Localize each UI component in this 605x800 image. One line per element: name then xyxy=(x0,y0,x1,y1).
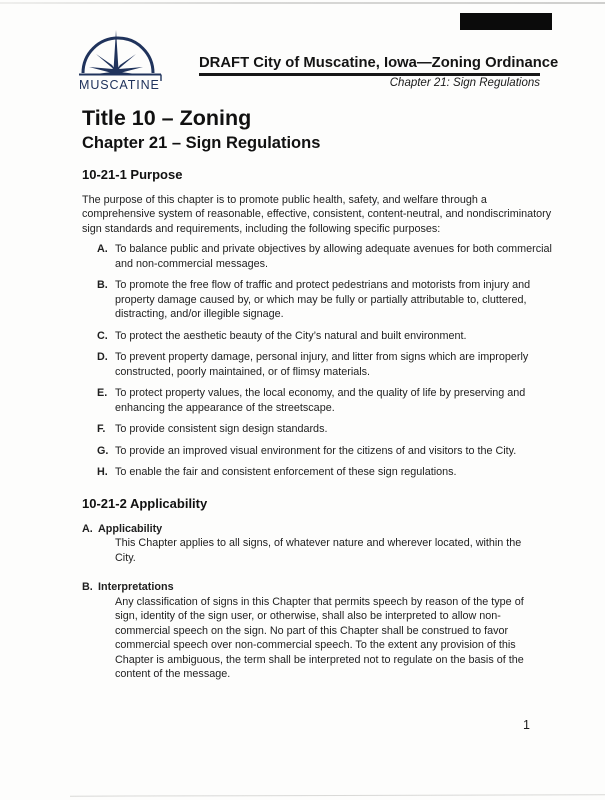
list-item-label: C. xyxy=(97,329,108,342)
list-item-text: Any classification of signs in this Chapter that permits speech by reason of the type of sign, identity of the sign user, or otherwise, shall also be interpreted to allow non-commercial speech on the sign. No part of this Chapter shall be construed to favor commercial speech over non-commercial speech. To the extent any provision of this Chapter is ambiguous, the term shall be interpreted not to regulate on the basis of the content of the message. xyxy=(115,595,524,681)
list-item xyxy=(82,242,552,271)
list-item-title: Applicability xyxy=(98,522,163,535)
header-title: DRAFT City of Muscatine, Iowa—Zoning Ordinance xyxy=(199,55,540,76)
list-item-label: F. xyxy=(97,423,106,436)
scan-artifact-top-edge xyxy=(0,2,605,4)
list-item-text: To provide an improved visual environment for the citizens of and visitors to the City. xyxy=(115,444,517,457)
list-item-title: Interpretations xyxy=(98,581,174,594)
page-header xyxy=(199,55,559,89)
list-item xyxy=(82,329,552,344)
list-item xyxy=(82,350,552,379)
purpose-list xyxy=(82,242,552,480)
page-number: 1 xyxy=(523,718,530,732)
list-item-text: This Chapter applies to all signs, of whatever nature and wherever located, within the City. xyxy=(115,537,522,564)
document-title: Title 10 – Zoning xyxy=(82,106,252,130)
list-item-text: To promote the free flow of traffic and protect pedestrians and motorists from injury and property damage caused by, or which may be fully or partially attributable to, cluttered, distracting, and/or illegible signage. xyxy=(115,279,531,321)
chapter-heading: Chapter 21 – Sign Regulations xyxy=(82,133,321,152)
list-item xyxy=(82,386,552,415)
list-item-label: A. xyxy=(97,243,108,256)
list-item-text: To provide consistent sign design standards. xyxy=(115,423,328,436)
compass-star-icon xyxy=(89,30,143,75)
city-logo xyxy=(78,29,168,93)
list-item xyxy=(82,580,552,682)
scan-artifact-bottom-edge xyxy=(70,794,605,796)
list-item-label: B. xyxy=(97,279,108,292)
list-item-label: A. xyxy=(82,522,93,535)
purpose-intro-paragraph: The purpose of this chapter is to promote public health, safety, and welfare through a comprehensive system of reasonable, effective, consistent, content-neutral, and nondiscriminatory sign standards and requirements, including the following specific purposes: xyxy=(82,193,552,235)
applicability-list xyxy=(82,522,552,682)
document-body xyxy=(82,107,552,682)
list-item xyxy=(82,465,552,480)
list-item-text: To protect the aesthetic beauty of the City’s natural and built environment. xyxy=(115,329,467,342)
list-item-text: To protect property values, the local economy, and the quality of life by preserving and enhancing the appearance of the streetscape. xyxy=(115,387,526,414)
header-subtitle: Chapter 21: Sign Regulations xyxy=(389,77,540,89)
list-item-label: D. xyxy=(97,351,108,364)
logo-wordmark: MUSCATINE xyxy=(79,78,160,92)
list-item xyxy=(82,444,552,459)
redaction-box xyxy=(460,13,552,30)
list-item-label: E. xyxy=(97,387,108,400)
list-item-text: To prevent property damage, personal injury, and litter from signs which are improperly constructed, poorly maintained, or of flimsy materials. xyxy=(115,351,529,378)
list-item xyxy=(82,422,552,437)
compass-dome-icon xyxy=(78,29,168,93)
list-item xyxy=(82,278,552,322)
list-item-text: To balance public and private objectives by allowing adequate avenues for both commercial and non-commercial messages. xyxy=(115,243,552,270)
list-item-text: To enable the fair and consistent enforcement of these sign regulations. xyxy=(115,466,457,479)
list-item-label: H. xyxy=(97,466,108,479)
list-item-label: B. xyxy=(82,581,93,594)
section-heading-applicability: 10-21-2 Applicability xyxy=(82,495,208,511)
list-item-label: G. xyxy=(97,444,109,457)
list-item xyxy=(82,522,552,566)
section-heading-purpose: 10-21-1 Purpose xyxy=(82,167,183,183)
